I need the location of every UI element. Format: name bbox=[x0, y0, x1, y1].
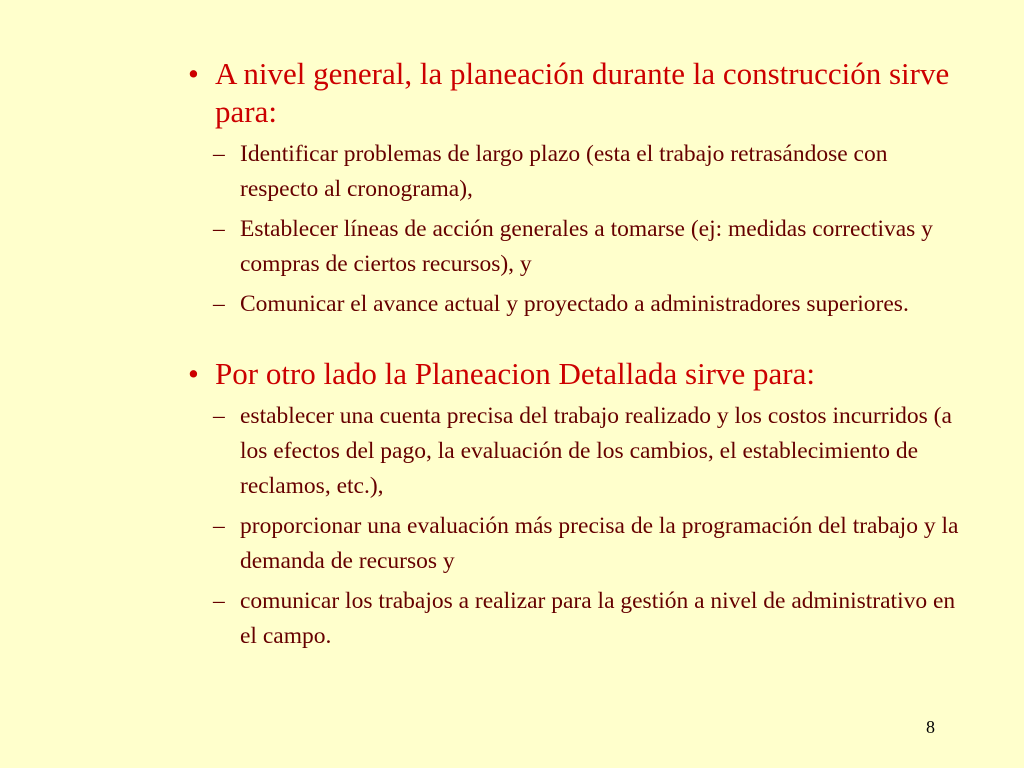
sub-item-text: Comunicar el avance actual y proyectado a administradores superiores. bbox=[240, 291, 909, 317]
bullet-marker: • bbox=[188, 56, 199, 91]
sub-list-general bbox=[213, 137, 968, 322]
sub-item bbox=[213, 584, 968, 654]
section-spacer bbox=[188, 327, 968, 355]
sub-item-text: Identificar problemas de largo plazo (esta el trabajo retrasándose con respecto al cronograma), bbox=[240, 141, 888, 202]
page-number: 8 bbox=[926, 717, 935, 737]
bullet-heading-detailed: Por otro lado la Planeacion Detallada sirve para: bbox=[215, 356, 815, 391]
dash-marker: – bbox=[213, 291, 225, 317]
sub-item bbox=[213, 137, 968, 207]
sub-item-text: Establecer líneas de acción generales a tomarse (ej: medidas correctivas y compras de ciertos recursos), y bbox=[240, 216, 933, 277]
dash-marker: – bbox=[213, 216, 225, 242]
sub-item bbox=[213, 287, 968, 322]
dash-marker: – bbox=[213, 513, 225, 539]
sub-item bbox=[213, 212, 968, 282]
sub-list-detailed bbox=[213, 399, 968, 654]
sub-item-text: comunicar los trabajos a realizar para la gestión a nivel de administrativo en el campo. bbox=[240, 588, 956, 649]
sub-item-text: proporcionar una evaluación más precisa de la programación del trabajo y la demanda de recursos y bbox=[240, 513, 959, 574]
dash-marker: – bbox=[213, 403, 225, 429]
sub-item bbox=[213, 399, 968, 504]
bullet-general-planning bbox=[188, 55, 968, 131]
bullet-marker: • bbox=[188, 356, 199, 391]
dash-marker: – bbox=[213, 588, 225, 614]
dash-marker: – bbox=[213, 141, 225, 167]
bullet-heading-general: A nivel general, la planeación durante la construcción sirve para: bbox=[215, 56, 950, 129]
sub-item-text: establecer una cuenta precisa del trabajo realizado y los costos incurridos (a los efectos del pago, la evaluación de los cambios, el establecimiento de reclamos, etc.), bbox=[240, 403, 952, 499]
sub-item bbox=[213, 509, 968, 579]
bullet-detailed-planning bbox=[188, 355, 968, 393]
slide-content bbox=[188, 55, 968, 659]
